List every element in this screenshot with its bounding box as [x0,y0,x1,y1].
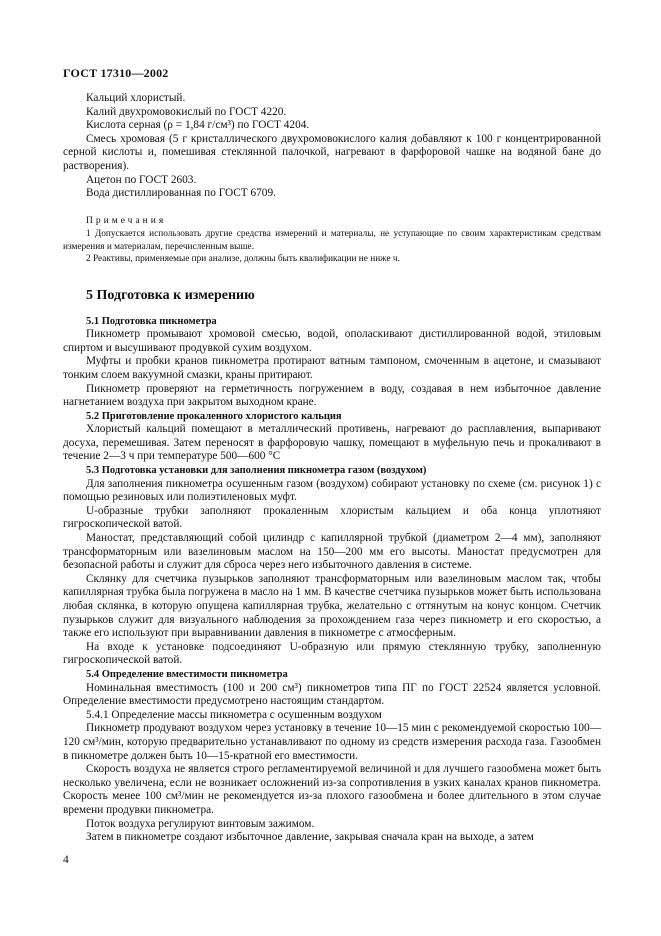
reagent-item: Калий двухромовокислый по ГОСТ 4220. [86,105,287,118]
reagent-item: Кислота серная (ρ = 1,84 г/см³) по ГОСТ 4204. [86,119,310,132]
document-header: ГОСТ 17310—2002 [63,66,169,80]
paragraph: Затем в пикнометре создают избыточное давление, закрывая сначала кран на выходе, а затем [86,831,534,844]
paragraph: Муфты и пробки кранов пикнометра протирают ватным тампоном, смоченным в ацетоне, и смазывают тонким слоем вакуумной смазки, краны притирают. [63,355,601,381]
section-title: 5 Подготовка к измерению [86,287,255,303]
clause-heading: 5.4.1 Определение массы пикнометра с осушенным воздухом [86,708,382,721]
reagent-item: Ацетон по ГОСТ 2603. [86,173,197,186]
paragraph: Скорость воздуха не является строго регламентируемой величиной и для лучшего газообмена может быть несколько увеличена, если не возникает осложнений из-за сопротивления в узких каналах кранов пикнометра. Скорость менее 100 см³/мин не рекомендуется из-за плохого газообмена и более длительного в этом случае времени продувки пикнометра. [63,763,601,816]
note-item: 1 Допускается использовать другие средства измерений и материалы, не уступающие по своим характеристикам средствам измерения и материалам, перечисленным выше. [63,229,601,252]
paragraph: На входе к установке подсоединяют U-образную или прямую стеклянную трубку, заполненную гигроскопической ватой. [63,640,601,667]
subsection-heading: 5.2 Приготовление прокаленного хлористого кальция [86,410,342,422]
subsection-heading: 5.1 Подготовка пикнометра [86,315,217,327]
paragraph: Номинальная вместимость (100 и 200 см³) пикнометров типа ПГ по ГОСТ 22524 является условной. Определение вместимости предусмотрено настоящим стандартом. [63,681,601,708]
reagent-item: Смесь хромовая (5 г кристаллического двухромовокислого калия добавляют к 100 г концентрированной серной кислоты и, помешивая стеклянной палочкой, нагревают в фарфоровой чашке на водяной бане до растворения). [63,132,601,172]
page-number: 4 [63,854,69,866]
subsection-heading: 5.3 Подготовка установки для заполнения пикнометра газом (воздухом) [86,465,427,477]
paragraph: Склянку для счетчика пузырьков заполняют трансформаторным или вазелиновым маслом так, чтобы капиллярная трубка была погружена в масло на 1 мм. В качестве счетчика пузырьков может быть использована любая склянка, в которую опущена капиллярная трубка, желательно с оттянутым на конус концом. Счетчик пузырьков служит для визуального наблюдения за прохождением газа через пикнометр и его скоростью, а также его используют при выравнивании давления в пикнометре с атмосферным. [63,572,601,640]
subsection-heading: 5.4 Определение вместимости пикнометра [86,668,288,680]
note-item: 2 Реактивы, применяемые при анализе, должны быть квалификации не ниже ч. [86,253,400,264]
paragraph: U-образные трубки заполняют прокаленным хлористым кальцием и оба конца уплотняют гигроскопической ватой. [63,504,601,531]
paragraph: Пикнометр проверяют на герметичность погружением в воду, создавая в нем избыточное давление нагнетанием воздуха при закрытом выходном кране. [63,382,601,409]
paragraph: Поток воздуха регулируют винтовым зажимом. [86,817,315,830]
reagent-item: Кальций хлористый. [86,92,186,104]
reagent-item: Вода дистиллированная по ГОСТ 6709. [86,187,276,200]
paragraph: Пикнометр продувают воздухом через установку в течение 10—15 мин с рекомендуемой скоростью 100—120 см³/мин, которую предварительно устанавливают по одному из средств измерения расхода газа. Газообмен в пикнометре должен быть 10—15-кратной его вместимости. [63,722,601,762]
notes-title: Примечания [86,215,167,226]
document-body [63,92,601,845]
paragraph: Маностат, представляющий собой цилиндр с капиллярной трубкой (диаметром 2—4 мм), заполняют трансформаторным или вазелиновым маслом на 150—200 мм его высоты. Маностат предусмотрен для безопасной работы и служит для сброса через него избыточного давления в системе. [63,532,601,572]
paragraph: Для заполнения пикнометра осушенным газом (воздухом) собирают установку по схеме (см. рисунок 1) с помощью резиновых или полиэтиленовых муфт. [63,477,601,504]
paragraph: Хлористый кальций помещают в металлический противень, нагревают до расплавления, выпаривают досуха, перемешивая. Затем переносят в фарфоровую чашку, помещают в муфельную печь и прокаливают в течение 2—3 ч при температуре 500—600 °С [63,423,601,463]
paragraph: Пикнометр промывают хромовой смесью, водой, ополаскивают дистиллированной водой, этиловым спиртом и высушивают продувкой сухим воздухом. [63,328,601,354]
